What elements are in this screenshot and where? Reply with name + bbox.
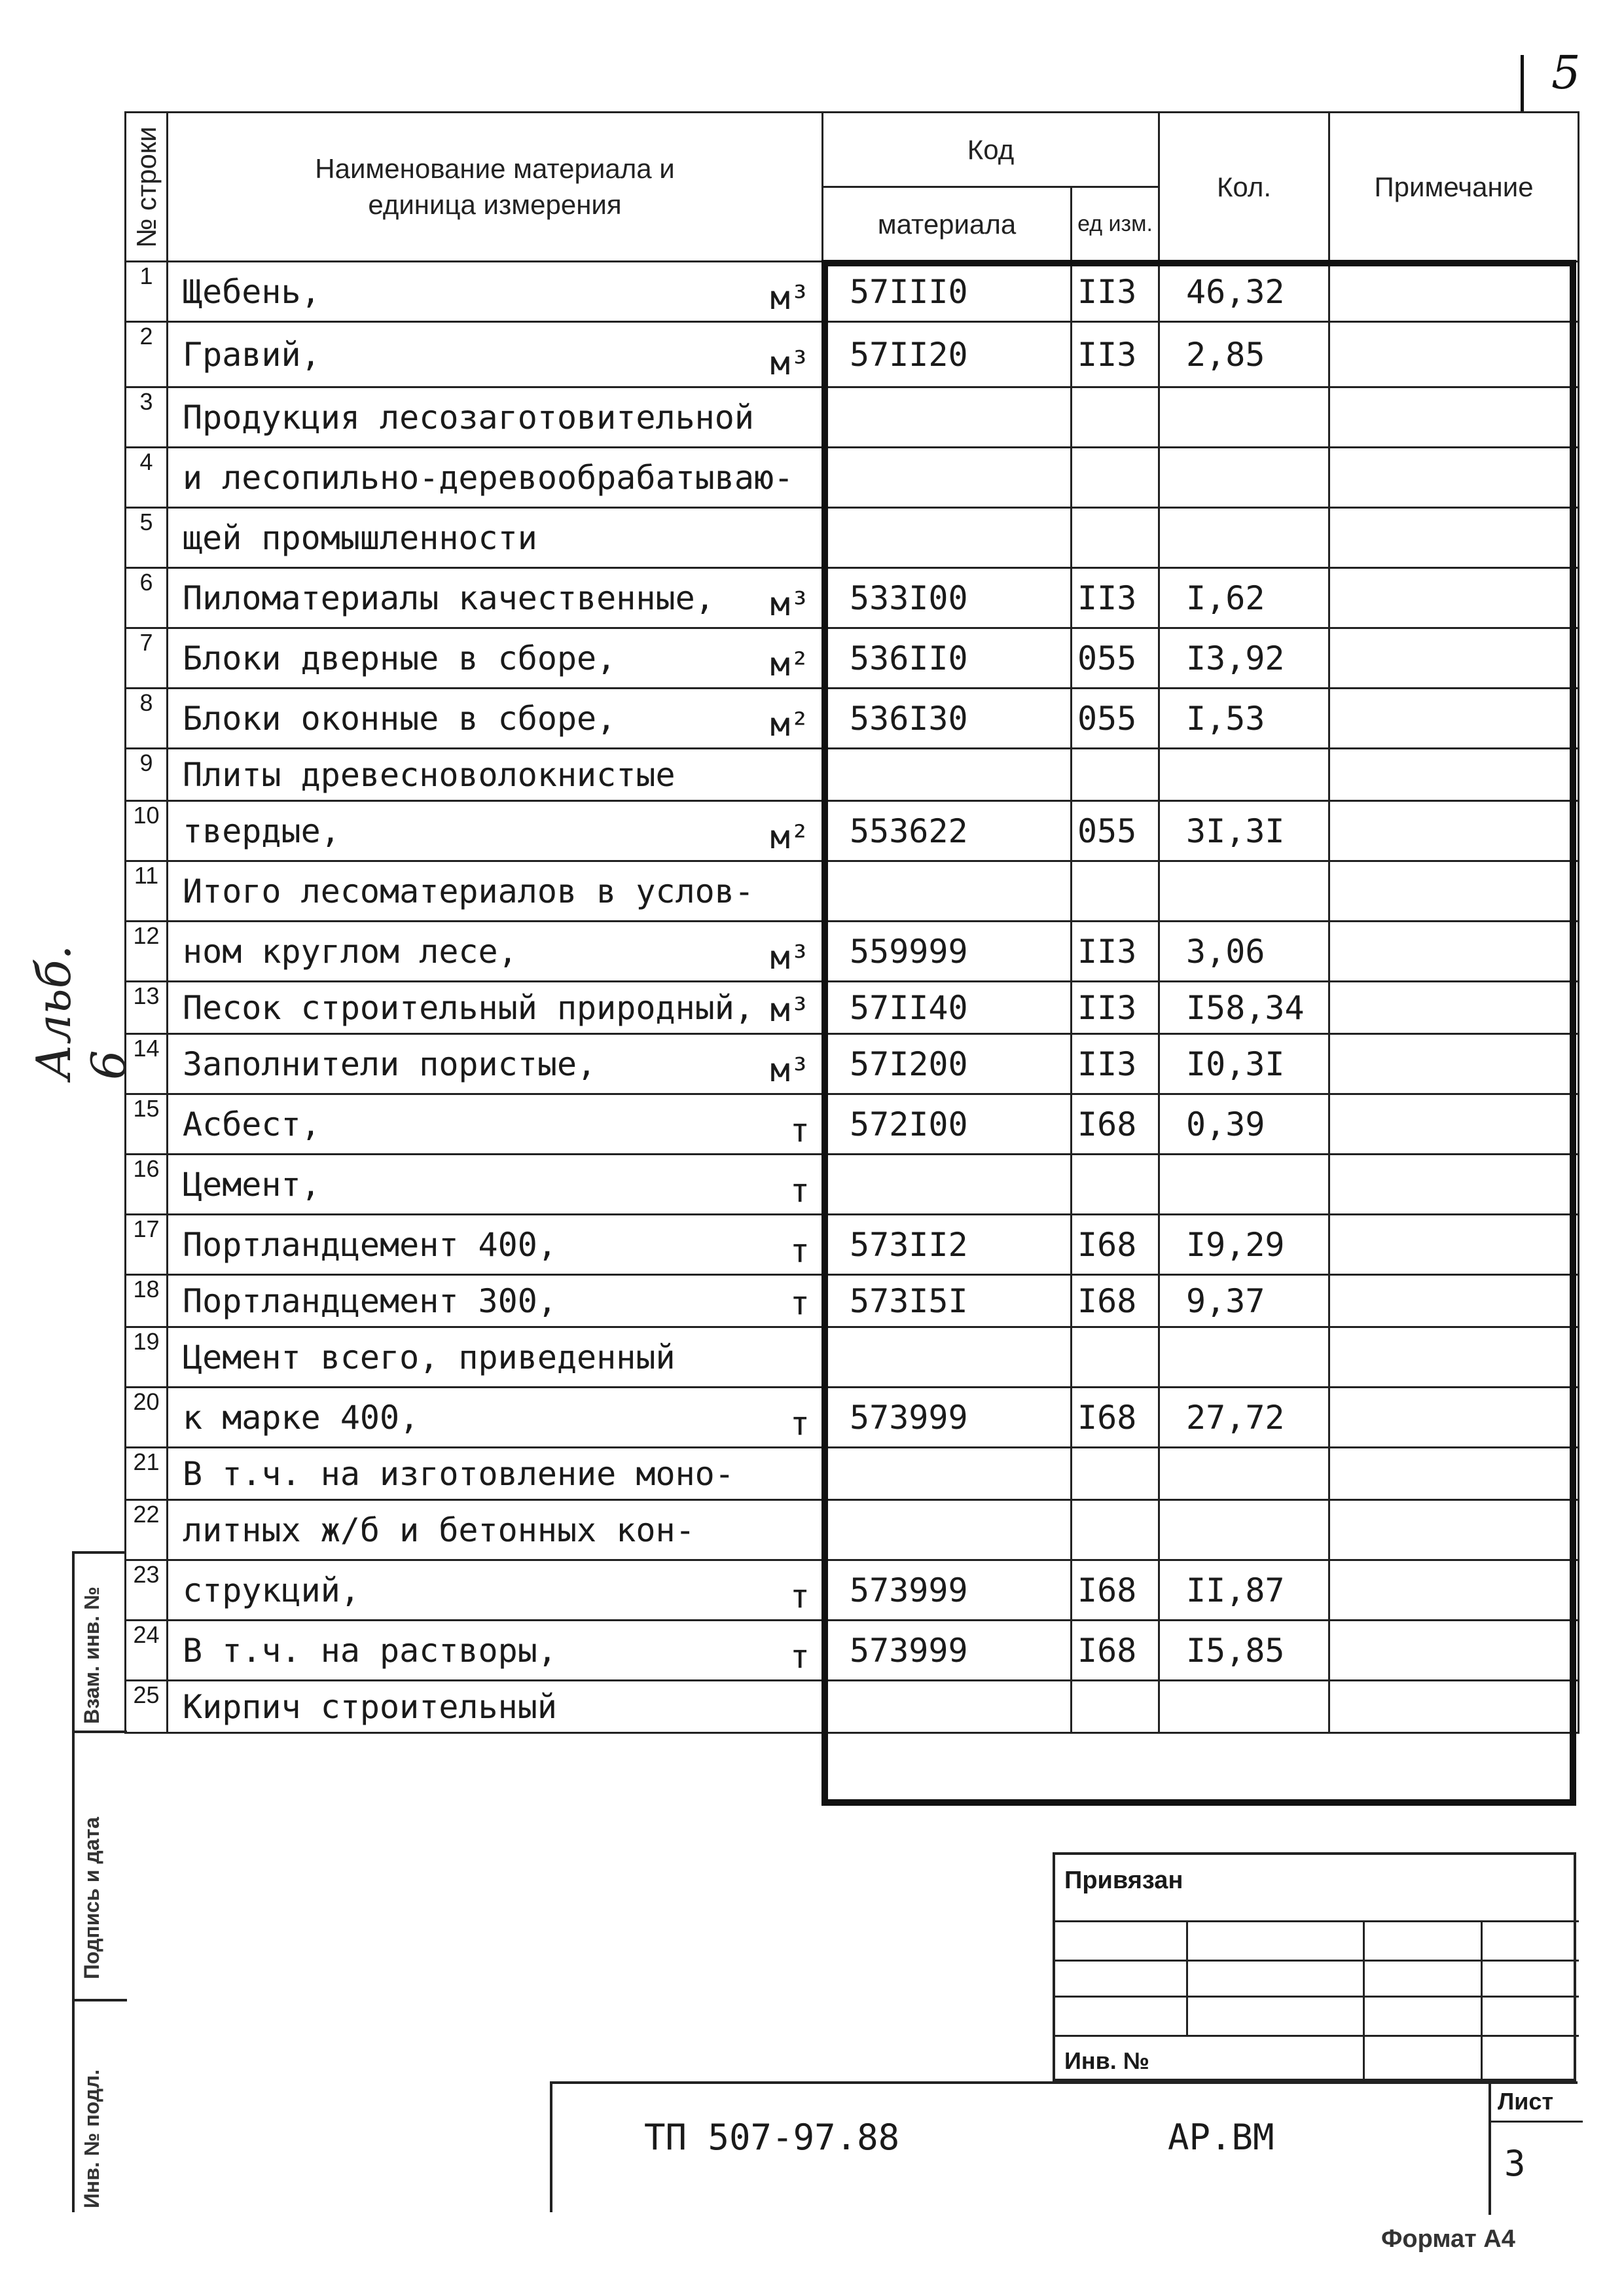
row-number: 6 — [126, 568, 168, 628]
table-row — [126, 749, 1579, 801]
header-note: Примечание — [1329, 113, 1579, 262]
note — [1329, 508, 1579, 568]
row-number: 7 — [126, 628, 168, 689]
measure-unit: т — [789, 1405, 810, 1443]
material-code: 573999 — [823, 1621, 1072, 1681]
material-code: 572I00 — [823, 1094, 1072, 1155]
quantity: I3,92 — [1159, 628, 1329, 689]
measure-unit: т — [789, 1577, 810, 1615]
sheet-cell — [1489, 2084, 1580, 2215]
material-code — [823, 1155, 1072, 1215]
material-name-text: литных ж/б и бетонных кон- — [183, 1511, 695, 1549]
material-code — [823, 448, 1072, 508]
note — [1329, 1155, 1579, 1215]
material-code — [823, 1327, 1072, 1388]
note — [1329, 861, 1579, 922]
table-row — [126, 1155, 1579, 1215]
table-row — [126, 1560, 1579, 1621]
unit-code — [1072, 1500, 1159, 1560]
unit-code — [1072, 1681, 1159, 1733]
material-name-text: и лесопильно-деревообрабатываю- — [183, 458, 794, 497]
table-row — [126, 448, 1579, 508]
row-number: 15 — [126, 1094, 168, 1155]
material-name — [168, 1215, 823, 1275]
row-number: 2 — [126, 322, 168, 387]
margin-label-2: Подпись и дата — [80, 1817, 103, 1979]
quantity: I,62 — [1159, 568, 1329, 628]
material-name — [168, 689, 823, 749]
note — [1329, 1560, 1579, 1621]
note — [1329, 1448, 1579, 1500]
quantity — [1159, 1500, 1329, 1560]
note — [1329, 749, 1579, 801]
unit-code — [1072, 508, 1159, 568]
quantity: 9,37 — [1159, 1275, 1329, 1327]
material-name-text: струкций, — [183, 1571, 360, 1609]
table-row — [126, 568, 1579, 628]
material-name-text: Заполнители пористые, — [183, 1045, 597, 1083]
material-code — [823, 1681, 1072, 1733]
note — [1329, 689, 1579, 749]
header-row-number: № строки — [126, 113, 168, 262]
table-row — [126, 628, 1579, 689]
material-code: 573999 — [823, 1388, 1072, 1448]
material-name — [168, 1275, 823, 1327]
measure-unit: м³ — [770, 1051, 810, 1089]
unit-code: 055 — [1072, 689, 1159, 749]
side-annotation — [26, 923, 136, 1080]
quantity: I0,3I — [1159, 1034, 1329, 1094]
material-code: 559999 — [823, 922, 1072, 982]
header-unit: ед изм. — [1072, 187, 1159, 262]
row-number: 21 — [126, 1448, 168, 1500]
note — [1329, 322, 1579, 387]
unit-code: II3 — [1072, 568, 1159, 628]
note — [1329, 1094, 1579, 1155]
unit-code: II3 — [1072, 262, 1159, 322]
row-number: 4 — [126, 448, 168, 508]
row-number: 23 — [126, 1560, 168, 1621]
row-number: 17 — [126, 1215, 168, 1275]
material-name-text: к марке 400, — [183, 1398, 420, 1437]
material-name-text: Пиломатериалы качественные, — [183, 579, 715, 617]
note — [1329, 1215, 1579, 1275]
material-code — [823, 749, 1072, 801]
unit-code: I68 — [1072, 1388, 1159, 1448]
row-number: 3 — [126, 387, 168, 448]
table-row — [126, 922, 1579, 982]
format-label: Формат А4 — [1381, 2225, 1515, 2253]
header-name: Наименование материала и единица измерения — [168, 113, 823, 262]
note — [1329, 801, 1579, 861]
quantity — [1159, 861, 1329, 922]
measure-unit: м³ — [770, 991, 810, 1029]
material-name — [168, 1681, 823, 1733]
side-annotation-text: Альб. 6 — [26, 944, 136, 1080]
material-name — [168, 1448, 823, 1500]
measure-unit: м² — [770, 706, 810, 744]
material-name — [168, 1327, 823, 1388]
material-name — [168, 1034, 823, 1094]
note — [1329, 1275, 1579, 1327]
material-name-text: щей промышленности — [183, 518, 537, 557]
material-name — [168, 801, 823, 861]
unit-code — [1072, 1448, 1159, 1500]
unit-code — [1072, 749, 1159, 801]
material-name-text: Цемент всего, приведенный — [183, 1338, 676, 1376]
material-name — [168, 1500, 823, 1560]
material-name — [168, 628, 823, 689]
row-number: 16 — [126, 1155, 168, 1215]
quantity — [1159, 387, 1329, 448]
header-qty: Кол. — [1159, 113, 1329, 262]
material-name — [168, 1388, 823, 1448]
row-number: 5 — [126, 508, 168, 568]
measure-unit: т — [789, 1172, 810, 1210]
material-code: 57II20 — [823, 322, 1072, 387]
material-name — [168, 861, 823, 922]
note — [1329, 1388, 1579, 1448]
material-code — [823, 387, 1072, 448]
measure-unit: м³ — [770, 585, 810, 623]
quantity: 3I,3I — [1159, 801, 1329, 861]
material-code: 573999 — [823, 1560, 1072, 1621]
table-row — [126, 1215, 1579, 1275]
unit-code — [1072, 448, 1159, 508]
quantity — [1159, 1681, 1329, 1733]
material-code: 57III0 — [823, 262, 1072, 322]
material-name-text: Гравий, — [183, 335, 321, 374]
note — [1329, 1500, 1579, 1560]
material-name-text: Портландцемент 400, — [183, 1225, 557, 1264]
row-number: 25 — [126, 1681, 168, 1733]
row-number: 10 — [126, 801, 168, 861]
unit-code: II3 — [1072, 922, 1159, 982]
row-number: 14 — [126, 1034, 168, 1094]
material-code — [823, 861, 1072, 922]
quantity: 0,39 — [1159, 1094, 1329, 1155]
unit-code: I68 — [1072, 1621, 1159, 1681]
unit-code: II3 — [1072, 322, 1159, 387]
unit-code: 055 — [1072, 801, 1159, 861]
measure-unit: т — [789, 1111, 810, 1149]
sheet-number: 3 — [1504, 2143, 1526, 2184]
quantity — [1159, 448, 1329, 508]
material-name — [168, 448, 823, 508]
measure-unit: м² — [770, 818, 810, 856]
material-name-text: Итого лесоматериалов в услов- — [183, 872, 754, 910]
material-code: 57II40 — [823, 982, 1072, 1034]
note — [1329, 1034, 1579, 1094]
quantity — [1159, 508, 1329, 568]
table-row — [126, 861, 1579, 922]
table-row — [126, 982, 1579, 1034]
material-code — [823, 1448, 1072, 1500]
row-number: 24 — [126, 1621, 168, 1681]
material-name — [168, 1094, 823, 1155]
material-name-text: Портландцемент 300, — [183, 1282, 557, 1320]
material-code: 533I00 — [823, 568, 1072, 628]
section-code: АР.ВМ — [1168, 2117, 1274, 2158]
note — [1329, 1327, 1579, 1388]
material-name — [168, 508, 823, 568]
note — [1329, 1621, 1579, 1681]
table-row — [126, 801, 1579, 861]
margin-label-1: Взам. инв. № — [80, 1587, 103, 1724]
material-name — [168, 1155, 823, 1215]
table-row — [126, 508, 1579, 568]
project-code: ТП 507-97.88 — [644, 2117, 900, 2158]
quantity: 46,32 — [1159, 262, 1329, 322]
binding-stamp — [1053, 1852, 1576, 2081]
quantity: I,53 — [1159, 689, 1329, 749]
table-row — [126, 1034, 1579, 1094]
row-number: 20 — [126, 1388, 168, 1448]
measure-unit: м³ — [770, 939, 810, 977]
material-name — [168, 387, 823, 448]
table-row — [126, 1681, 1579, 1733]
material-code: 573I5I — [823, 1275, 1072, 1327]
material-name-text: Песок строительный природный, — [183, 988, 754, 1027]
measure-unit: т — [789, 1638, 810, 1676]
table-row — [126, 1094, 1579, 1155]
material-name — [168, 568, 823, 628]
margin-label-3: Инв. № подл. — [80, 2069, 103, 2208]
header-code: Код — [823, 113, 1159, 187]
material-name-text: Блоки дверные в сборе, — [183, 639, 617, 677]
header-material: материала — [823, 187, 1072, 262]
note — [1329, 262, 1579, 322]
unit-code: I68 — [1072, 1215, 1159, 1275]
quantity: I58,34 — [1159, 982, 1329, 1034]
measure-unit: т — [789, 1232, 810, 1270]
material-code: 536I30 — [823, 689, 1072, 749]
unit-code: 055 — [1072, 628, 1159, 689]
material-code: 57I200 — [823, 1034, 1072, 1094]
material-name-text: В т.ч. на растворы, — [183, 1631, 557, 1670]
quantity: 27,72 — [1159, 1388, 1329, 1448]
note — [1329, 982, 1579, 1034]
unit-code: II3 — [1072, 1034, 1159, 1094]
measure-unit: т — [789, 1284, 810, 1322]
material-name-text: Щебень, — [183, 272, 321, 311]
table-row — [126, 1388, 1579, 1448]
table-row — [126, 1327, 1579, 1388]
material-name — [168, 982, 823, 1034]
table-row — [126, 1275, 1579, 1327]
material-name-text: Кирпич строительный — [183, 1687, 557, 1726]
material-code: 536II0 — [823, 628, 1072, 689]
material-name — [168, 749, 823, 801]
title-block — [550, 2081, 1578, 2212]
unit-code — [1072, 387, 1159, 448]
material-name — [168, 1621, 823, 1681]
inventory-label: Инв. № — [1064, 2047, 1149, 2074]
material-name-text: Блоки оконные в сборе, — [183, 699, 617, 738]
sheet-label: Лист — [1498, 2088, 1554, 2115]
note — [1329, 568, 1579, 628]
row-number: 8 — [126, 689, 168, 749]
page-number: 5 — [1551, 46, 1581, 99]
unit-code: I68 — [1072, 1560, 1159, 1621]
table-row — [126, 262, 1579, 322]
note — [1329, 387, 1579, 448]
note — [1329, 628, 1579, 689]
material-name-text: В т.ч. на изготовление моно- — [183, 1454, 734, 1493]
measure-unit: м³ — [770, 279, 810, 317]
table-row — [126, 689, 1579, 749]
note — [1329, 448, 1579, 508]
binding-stamp-title: Привязан — [1064, 1867, 1183, 1894]
quantity: I9,29 — [1159, 1215, 1329, 1275]
material-code — [823, 1500, 1072, 1560]
row-number: 9 — [126, 749, 168, 801]
material-name — [168, 322, 823, 387]
note — [1329, 922, 1579, 982]
quantity — [1159, 749, 1329, 801]
unit-code: I68 — [1072, 1094, 1159, 1155]
row-number: 12 — [126, 922, 168, 982]
material-code — [823, 508, 1072, 568]
left-margin-stamp — [72, 1551, 124, 2212]
quantity: 2,85 — [1159, 322, 1329, 387]
material-code: 553622 — [823, 801, 1072, 861]
material-name-text: ном круглом лесе, — [183, 932, 518, 971]
page-number-mark — [1521, 55, 1524, 111]
material-name — [168, 262, 823, 322]
note — [1329, 1681, 1579, 1733]
row-number: 11 — [126, 861, 168, 922]
unit-code — [1072, 1327, 1159, 1388]
quantity: 3,06 — [1159, 922, 1329, 982]
row-number: 18 — [126, 1275, 168, 1327]
unit-code — [1072, 1155, 1159, 1215]
row-number: 13 — [126, 982, 168, 1034]
material-name — [168, 922, 823, 982]
material-code: 573II2 — [823, 1215, 1072, 1275]
unit-code — [1072, 861, 1159, 922]
table-row — [126, 1621, 1579, 1681]
quantity — [1159, 1448, 1329, 1500]
materials-table — [124, 111, 1579, 1734]
material-name — [168, 1560, 823, 1621]
quantity — [1159, 1155, 1329, 1215]
table-row — [126, 1500, 1579, 1560]
material-name-text: Асбест, — [183, 1105, 321, 1143]
material-name-text: Цемент, — [183, 1165, 321, 1204]
row-number: 1 — [126, 262, 168, 322]
table-row — [126, 387, 1579, 448]
material-name-text: Плиты древесноволокнистые — [183, 755, 676, 794]
measure-unit: м³ — [770, 344, 810, 382]
quantity: I5,85 — [1159, 1621, 1329, 1681]
quantity: II,87 — [1159, 1560, 1329, 1621]
unit-code: I68 — [1072, 1275, 1159, 1327]
measure-unit: м² — [770, 645, 810, 683]
row-number: 19 — [126, 1327, 168, 1388]
unit-code: II3 — [1072, 982, 1159, 1034]
material-name-text: Продукция лесозаготовительной — [183, 398, 754, 437]
quantity — [1159, 1327, 1329, 1388]
table-row — [126, 322, 1579, 387]
table-row — [126, 1448, 1579, 1500]
row-number: 22 — [126, 1500, 168, 1560]
material-name-text: твердые, — [183, 812, 340, 850]
